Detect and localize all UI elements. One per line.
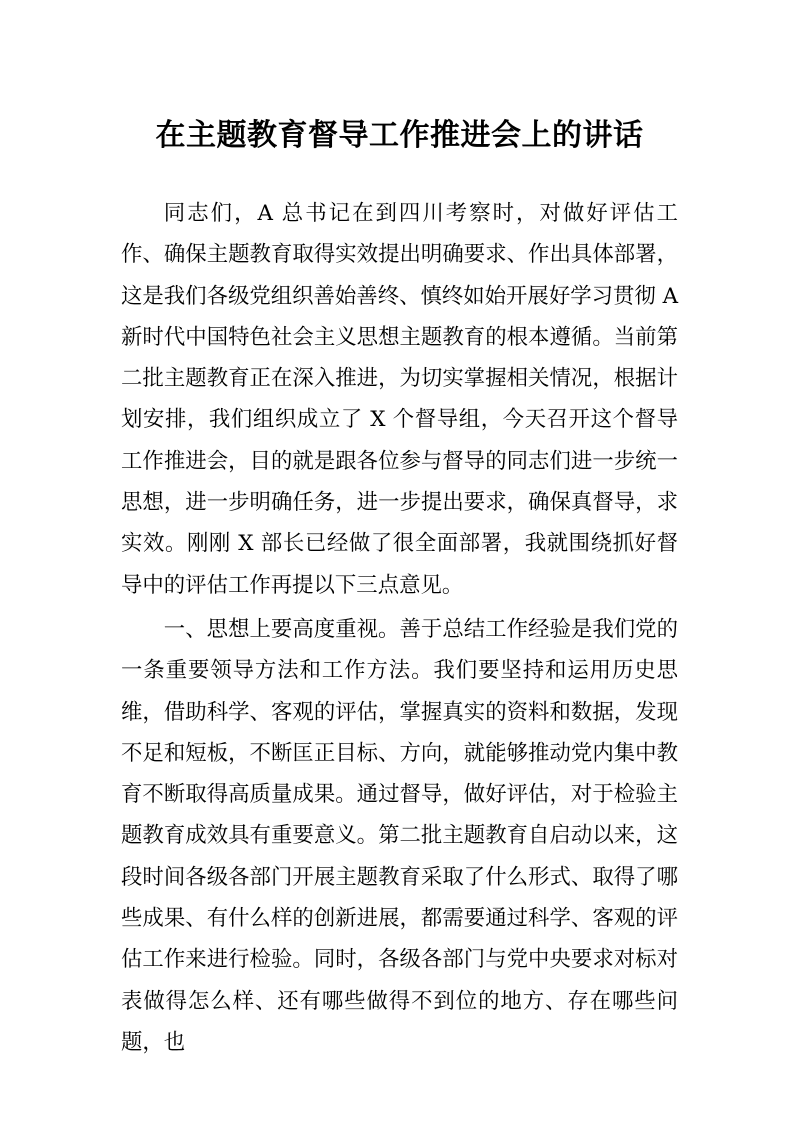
document-title: 在主题教育督导工作推进会上的讲话 bbox=[155, 118, 644, 153]
paragraph-intro: 同志们，A 总书记在到四川考察时，对做好评估工作、确保主题教育取得实效提出明确要求、作出具体部署，这是我们各级党组织善始善终、慎终如始开展好学习贯彻 A 新时代中国特色社会主义思想主题教育的根本遵循。当前第二批主题教育正在深入推进，为切实掌握相关情况，根据计划安排，我们组织成立了 X 个督导组，今天召开这个督导工作推进会，目的就是跟各位参与督导的同志们进一步统一思想，进一步明确任务，进一步提出要求，确保真督导，求实效。刚刚 X 部长已经做了很全面部署，我就围绕抓好督导中的评估工作再提以下三点意见。 bbox=[121, 201, 679, 598]
document-body bbox=[121, 193, 678, 1063]
paragraph-point-one: 一、思想上要高度重视。善于总结工作经验是我们党的一条重要领导方法和工作方法。我们要坚持和运用历史思维，借助科学、客观的评估，掌握真实的资料和数据，发现不足和短板，不断匡正目标、方向，就能够推动党内集中教育不断取得高质量成果。通过督导，做好评估，对于检验主题教育成效具有重要意义。第二批主题教育自启动以来，这段时间各级各部门开展主题教育采取了什么形式、取得了哪些成果、有什么样的创新进展，都需要通过科学、客观的评估工作来进行检验。同时，各级各部门与党中央要求对标对表做得怎么样、还有哪些做得不到位的地方、存在哪些问题，也 bbox=[121, 616, 678, 1055]
